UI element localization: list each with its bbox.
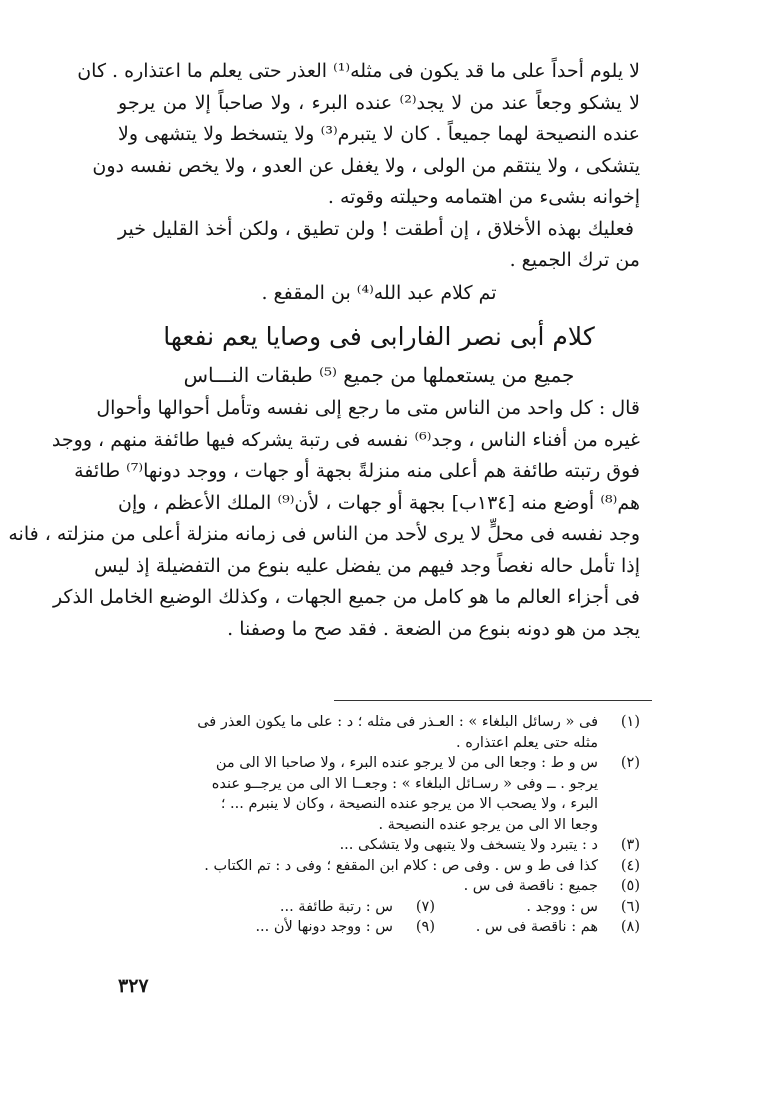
footnote-line: س : رتبة طائفة ... xyxy=(279,898,393,915)
text-line: فى أجزاء العالم ما هو كامل من جميع الجهات ، وكذلك الوضيع الخامل الذكر xyxy=(52,586,640,608)
footnote-line: فى « رسائل البلغاء » : العـذر فى مثله ؛ د : على ما يكون العذر فى xyxy=(197,714,598,730)
footnote-line: س : ووجد دونها لأن ... xyxy=(255,919,393,935)
footnote-number: (٦) xyxy=(620,898,640,915)
text-line: يتشكى ، ولا ينتقم من الولى ، ولا يغفل عن العدو ، ولا يخص نفسه دون xyxy=(92,154,640,177)
footnote-line: جميع : ناقصة فى س . xyxy=(463,878,598,894)
footnote-number: (٤) xyxy=(620,857,640,874)
footnote-line: كذا فى ط و س . وفى ص : كلام ابن المقفع ؛ وفى د : تم الكتاب . xyxy=(204,857,598,874)
footnote-number: (١) xyxy=(620,714,640,730)
footnote xyxy=(435,897,640,918)
text-line: عنده النصيحة لهما جميعاً . كان لا يتبرم⁽³⁾ ولا يتسخط ولا يتشهى ولا xyxy=(118,123,641,145)
footnote xyxy=(230,897,435,918)
footnote-number: (٥) xyxy=(620,878,640,894)
text-line: غيره من أفناء الناس ، وجد⁽⁶⁾ نفسه فى رتبة يشركه فيها طائفة منهم ، ووجد xyxy=(51,428,640,451)
footnote-line: د : يتبرد ولا يتسخف ولا يتبهى ولا يتشكى ... xyxy=(339,837,598,853)
section-subheading: جميع من يستعملها من جميع ⁽⁵⁾ طبقات النـــاس xyxy=(183,363,575,387)
text-line: قال : كل واحد من الناس متى ما رجع إلى نفسه وتأمل أحوالها وأحوال xyxy=(96,397,640,419)
footnote-line: س : ووجد . xyxy=(526,898,598,915)
footnote-line: هم : ناقصة فى س . xyxy=(475,919,598,935)
footnote xyxy=(118,753,640,835)
text-line: إذا تأمل حاله نغصاً وجد فيهم من يفضل عليه بنوع من التفضيلة إذ ليس xyxy=(94,554,640,577)
footnote-line: يرجو . ــ وفى « رسـائل البلغاء » : وجعــا الا الى من يرجــو عنده xyxy=(211,775,598,792)
closing-line: تم كلام عبد الله⁽⁴⁾ بن المقفع . xyxy=(261,281,497,304)
section-heading: كلام أبى نصر الفارابى فى وصايا يعم نفعها xyxy=(163,322,595,351)
footnote xyxy=(118,876,640,897)
text-line: فعليك بهذه الأخلاق ، إن أطقت ! ولن تطيق ، ولكن أخذ القليل خير xyxy=(118,217,634,240)
footnote-line: س و ط : وجعا الى من لا يرجو عنده البرء ، ولا صاحبا الا الى من xyxy=(215,755,598,771)
text-line: يجد من هو دونه بنوع من الضعة . فقد صح ما وصفنا . xyxy=(227,617,640,640)
footnote-number: (٩) xyxy=(415,919,435,935)
footnote-number: (٢) xyxy=(620,755,640,771)
footnote xyxy=(118,712,640,753)
text-line: فوق رتبته طائفة هم أعلى منه منزلةً بجهة أو جهات ، ووجد دونها⁽⁷⁾ طائفة xyxy=(74,460,640,482)
footnote-number: (٣) xyxy=(620,837,640,853)
footnote-pair xyxy=(118,917,640,938)
text-line: إخوانه بشىء من اهتمامه وحيلته وقوته . xyxy=(327,186,640,208)
footnote-number: (٨) xyxy=(620,919,640,935)
text-line: لا يشكو وجعاً عند من لا يجد⁽²⁾ عنده البرء ، ولا صاحباً إلا من يرجو xyxy=(118,91,640,114)
footnotes xyxy=(118,712,640,938)
footnote-line: وجعا الا الى من يرجو عنده النصيحة . xyxy=(378,816,598,833)
footnote xyxy=(118,835,640,856)
footnote-divider xyxy=(334,700,652,701)
main-text xyxy=(8,56,641,645)
footnote-line: مثله حتى يعلم اعتذاره . xyxy=(456,734,598,751)
footnote xyxy=(435,917,640,938)
footnote-line: البرء ، ولا يصحب الا من يرجو عنده النصيحة ، وكان لا ينبرم ... ؛ xyxy=(220,796,598,812)
text-line: هم⁽⁸⁾ أوضع منه [١٣٤ب] بجهة أو جهات ، لأن⁽⁹⁾ الملك الأعظم ، وإن xyxy=(118,491,641,514)
page-number: ٣٢٧ xyxy=(118,975,149,997)
footnote xyxy=(230,917,435,938)
text-line: وجد نفسه فى محلٍّ لا يرى لأحد من الناس فى زمانه منزلة أعلى من منزلته ، فانه xyxy=(8,523,640,545)
text-line: من ترك الجميع . xyxy=(509,249,640,271)
text-line: لا يلوم أحداً على ما قد يكون فى مثله⁽¹⁾ العذر حتى يعلم ما اعتذاره . كان xyxy=(77,60,640,82)
footnote-number: (٧) xyxy=(415,898,435,915)
footnote-pair xyxy=(118,897,640,918)
footnote xyxy=(118,856,640,877)
